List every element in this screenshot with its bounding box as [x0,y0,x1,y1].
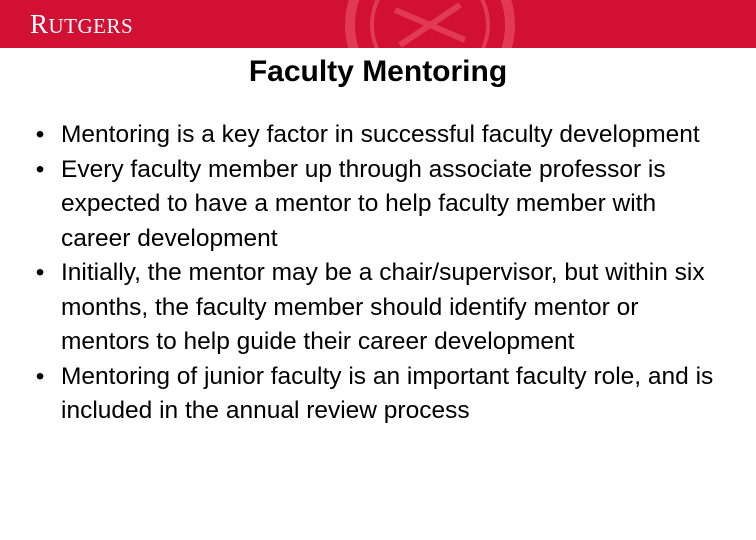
rutgers-logo: RUTGERS [30,9,134,39]
bullet-text: Every faculty member up through associate professor is expected to have a mentor to help faculty member with career development [61,155,666,252]
bullet-list [30,118,730,429]
bullet-icon: • [35,121,45,148]
bullet-item [30,153,730,257]
slide-title: Faculty Mentoring [248,55,508,88]
bullet-text: Mentoring of junior faculty is an important faculty role, and is included in the annual review process [61,362,714,424]
bullet-icon: • [35,259,45,286]
bullet-text: Initially, the mentor may be a chair/supervisor, but within six months, the faculty member should identify mentor or mentors to help guide their career development [61,259,705,355]
bullet-item [30,118,730,153]
bullet-item [30,360,730,429]
bullet-icon: • [35,155,45,183]
bullet-item [30,256,730,360]
rutgers-seal-watermark-icon [300,0,560,48]
header-banner [0,0,756,48]
bullet-icon: • [35,362,45,390]
bullet-text: Mentoring is a key factor in successful faculty development [61,121,700,148]
